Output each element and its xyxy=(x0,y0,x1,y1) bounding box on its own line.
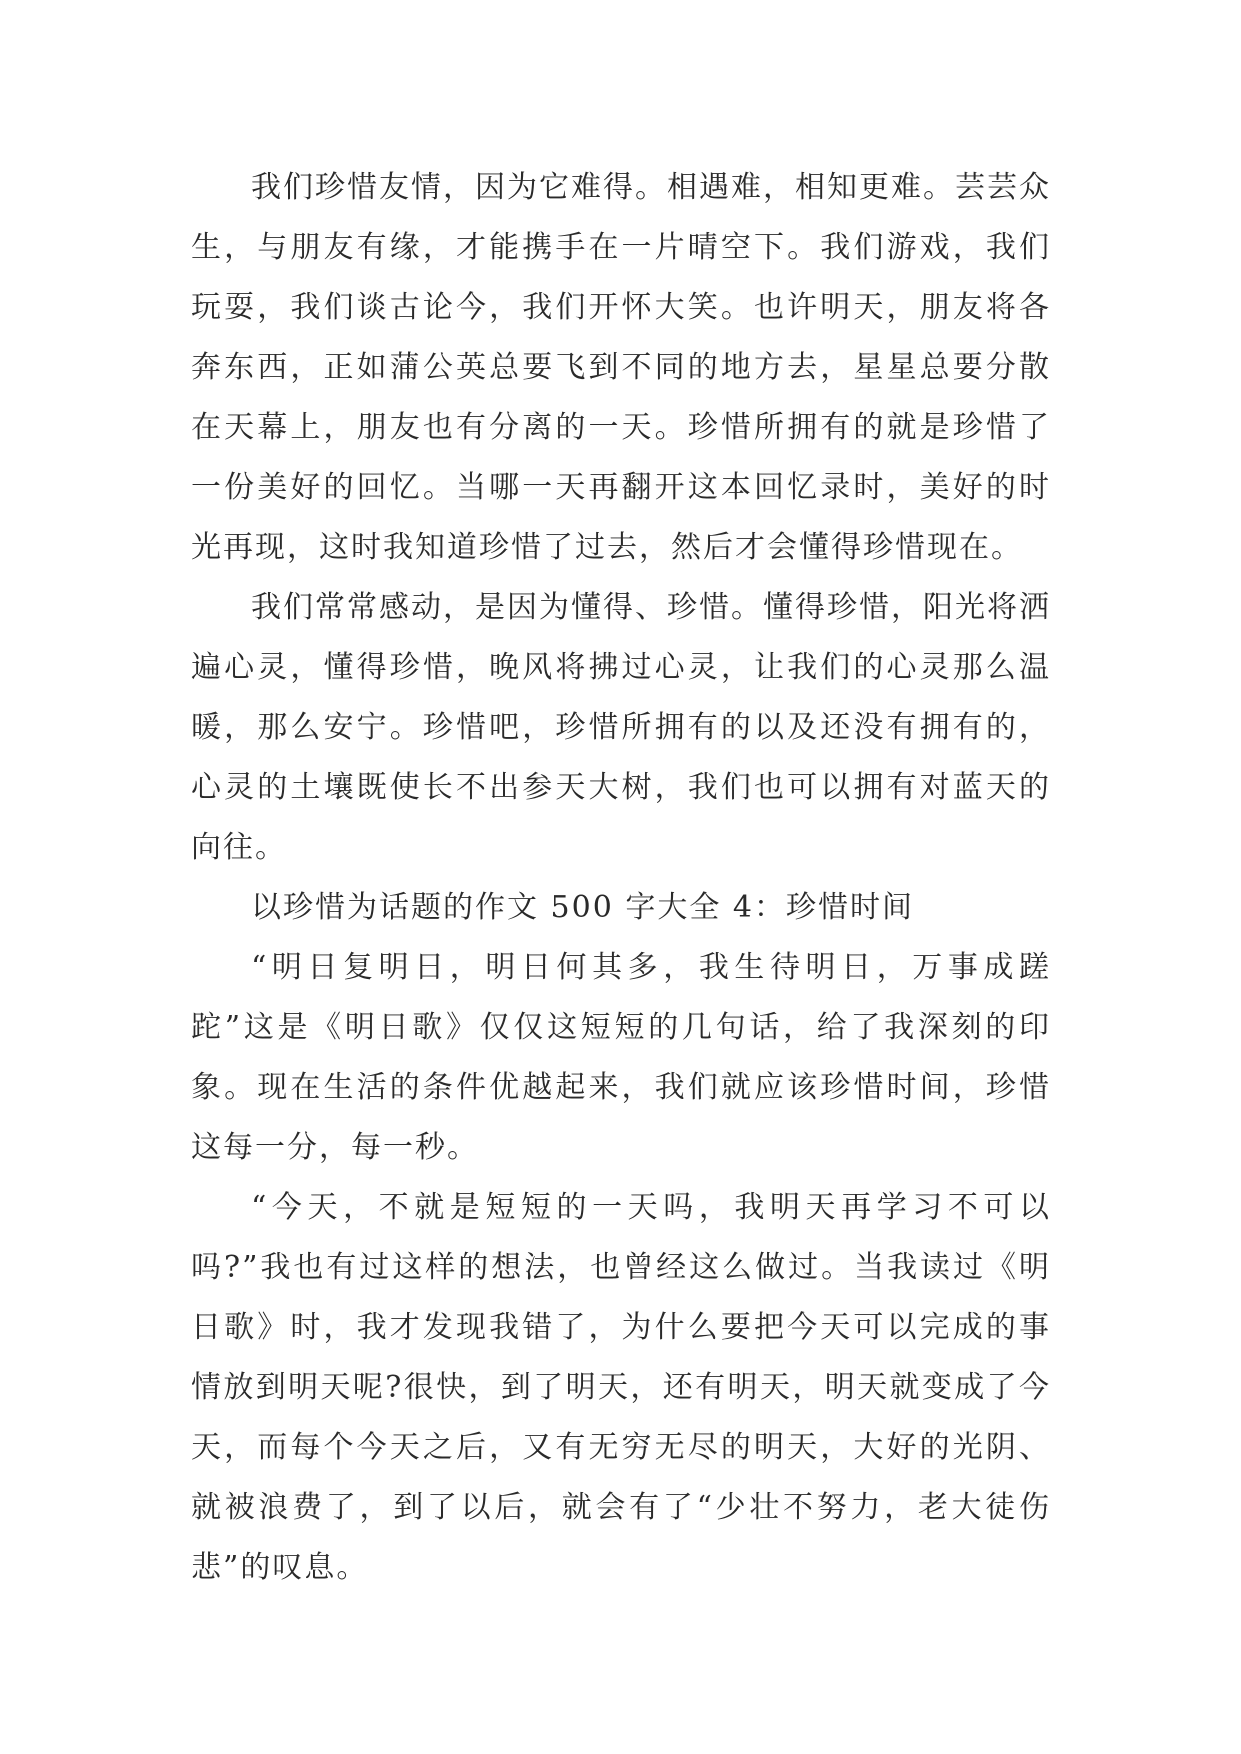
paragraph-cherish: 我们常常感动，是因为懂得、珍惜。懂得珍惜，阳光将洒遍心灵，懂得珍惜，晚风将拂过心灵，让我们的心灵那么温暖，那么安宁。珍惜吧，珍惜所拥有的以及还没有拥有的，心灵的土壤既使长不出参天大树，我们也可以拥有对蓝天的向往。 xyxy=(191,590,1051,865)
paragraph-friendship: 我们珍惜友情，因为它难得。相遇难，相知更难。芸芸众生，与朋友有缘，才能携手在一片晴空下。我们游戏，我们玩耍，我们谈古论今，我们开怀大笑。也许明天，朋友将各奔东西，正如蒲公英总要飞到不同的地方去，星星总要分散在天幕上，朋友也有分离的一天。珍惜所拥有的就是珍惜了一份美好的回忆。当哪一天再翻开这本回忆录时，美好的时光再现，这时我知道珍惜了过去，然后才会懂得珍惜现在。 xyxy=(191,170,1051,565)
paragraph-today: “今天，不就是短短的一天吗，我明天再学习不可以吗?”我也有过这样的想法，也曾经这么做过。当我读过《明日歌》时，我才发现我错了，为什么要把今天可以完成的事情放到明天呢?很快，到了明天，还有明天，明天就变成了今天，而每个今天之后，又有无穷无尽的明天，大好的光阴、就被浪费了，到了以后，就会有了“少壮不努力，老大徒伤悲”的叹息。 xyxy=(191,1190,1051,1585)
section-heading: 以珍惜为话题的作文 500 字大全 4：珍惜时间 xyxy=(251,890,914,925)
document-body xyxy=(191,158,1051,1598)
paragraph-tomorrow-song: “明日复明日，明日何其多，我生待明日，万事成蹉跎”这是《明日歌》仅仅这短短的几句话，给了我深刻的印象。现在生活的条件优越起来，我们就应该珍惜时间，珍惜这每一分，每一秒。 xyxy=(191,950,1051,1165)
